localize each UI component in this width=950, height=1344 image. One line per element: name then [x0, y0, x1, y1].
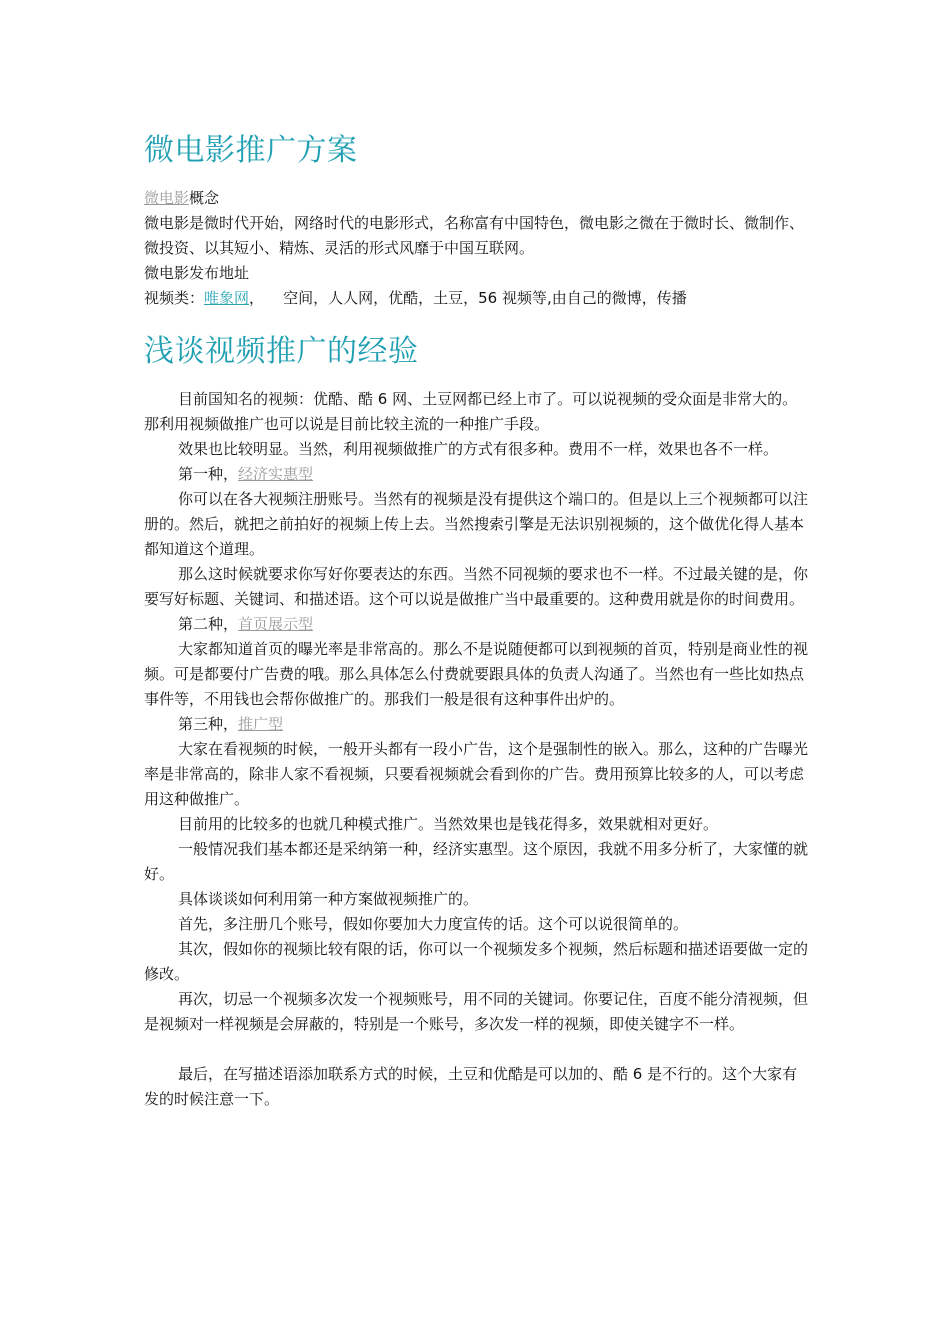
paragraph: 一般情况我们基本都还是采纳第一种，经济实惠型。这个原因，我就不用多分析了，大家懂的就好。 [144, 840, 809, 883]
document-body [144, 128, 808, 1112]
paragraph: 你可以在各大视频注册账号。当然有的视频是没有提供这个端口的。但是以上三个视频都可以注册的。然后，就把之前拍好的视频上传上去。当然搜索引擎是无法识别视频的，这个做优化得人基本都知道这个道理。 [144, 490, 809, 558]
paragraph: 那么这时候就要求你写好你要表达的东西。当然不同视频的要求也不一样。不过最关键的是，你要写好标题、关键词、和描述语。这个可以说是做推广当中最重要的。这种费用就是你的时间费用。 [144, 565, 809, 608]
concept-heading [144, 186, 808, 211]
type2-prefix: 第二种， [178, 615, 239, 633]
paragraph: 具体谈谈如何利用第一种方案做视频推广的。 [178, 890, 479, 908]
title-micro-film-promotion: 微电影推广方案 [144, 133, 358, 168]
paragraph: 效果也比较明显。当然，利用视频做推广的方式有很多种。费用不一样，效果也各不一样。 [178, 440, 779, 458]
paragraph: 首先，多注册几个账号，假如你要加大力度宣传的话。这个可以说很简单的。 [178, 915, 689, 933]
weixiang-link[interactable]: 唯象网 [204, 289, 250, 307]
final-paragraph: 最后，在写描述语添加联系方式的时候，土豆和优酷是可以加的、酷 6 是不行的。这个大家有发的时候注意一下。 [144, 1065, 798, 1108]
video-sites-rest: ， 空间，人人网，优酷，土豆，56 视频等,由自己的微博，传播 [249, 289, 687, 307]
concept-label: 概念 [189, 189, 220, 207]
blank-line [144, 1037, 808, 1062]
micro-film-link[interactable]: 微电影 [144, 189, 190, 207]
type3-prefix: 第三种， [178, 715, 239, 733]
type2-link[interactable]: 首页展示型 [238, 615, 314, 633]
type3-link[interactable]: 推广型 [238, 715, 284, 733]
title-video-promotion: 浅谈视频推广的经验 [144, 334, 419, 369]
video-prefix: 视频类： [144, 289, 205, 307]
paragraph: 大家在看视频的时候，一般开头都有一段小广告，这个是强制性的嵌入。那么，这种的广告曝光率是非常高的，除非人家不看视频，只要看视频就会看到你的广告。费用预算比较多的人，可以考虑用这种做推广。 [144, 740, 809, 808]
publish-heading: 微电影发布地址 [144, 264, 250, 282]
paragraph: 大家都知道首页的曝光率是非常高的。那么不是说随便都可以到视频的首页，特别是商业性的视频。可是都要付广告费的哦。那么具体怎么付费就要跟具体的负责人沟通了。当然也有一些比如热点事件等，不用钱也会帮你做推广的。那我们一般是很有这种事件出炉的。 [144, 640, 809, 708]
type1-heading [144, 462, 808, 487]
type1-prefix: 第一种， [178, 465, 239, 483]
video-sites-line [144, 286, 808, 311]
paragraph: 再次，切忌一个视频多次发一个视频账号，用不同的关键词。你要记住，百度不能分清视频，但是视频对一样视频是会屏蔽的，特别是一个账号，多次发一样的视频，即使关键字不一样。 [144, 990, 809, 1033]
type1-link[interactable]: 经济实惠型 [238, 465, 314, 483]
paragraph: 目前用的比较多的也就几种模式推广。当然效果也是钱花得多，效果就相对更好。 [178, 815, 719, 833]
concept-paragraph: 微电影是微时代开始，网络时代的电影形式，名称富有中国特色，微电影之微在于微时长、微制作、微投资、以其短小、精炼、灵活的形式风靡于中国互联网。 [144, 214, 805, 257]
type2-heading [144, 612, 808, 637]
paragraph: 目前国知名的视频：优酷、酷 6 网、土豆网都已经上市了。可以说视频的受众面是非常大的。那利用视频做推广也可以说是目前比较主流的一种推广手段。 [144, 390, 798, 433]
paragraph: 其次，假如你的视频比较有限的话，你可以一个视频发多个视频，然后标题和描述语要做一定的修改。 [144, 940, 809, 983]
type3-heading [144, 712, 808, 737]
